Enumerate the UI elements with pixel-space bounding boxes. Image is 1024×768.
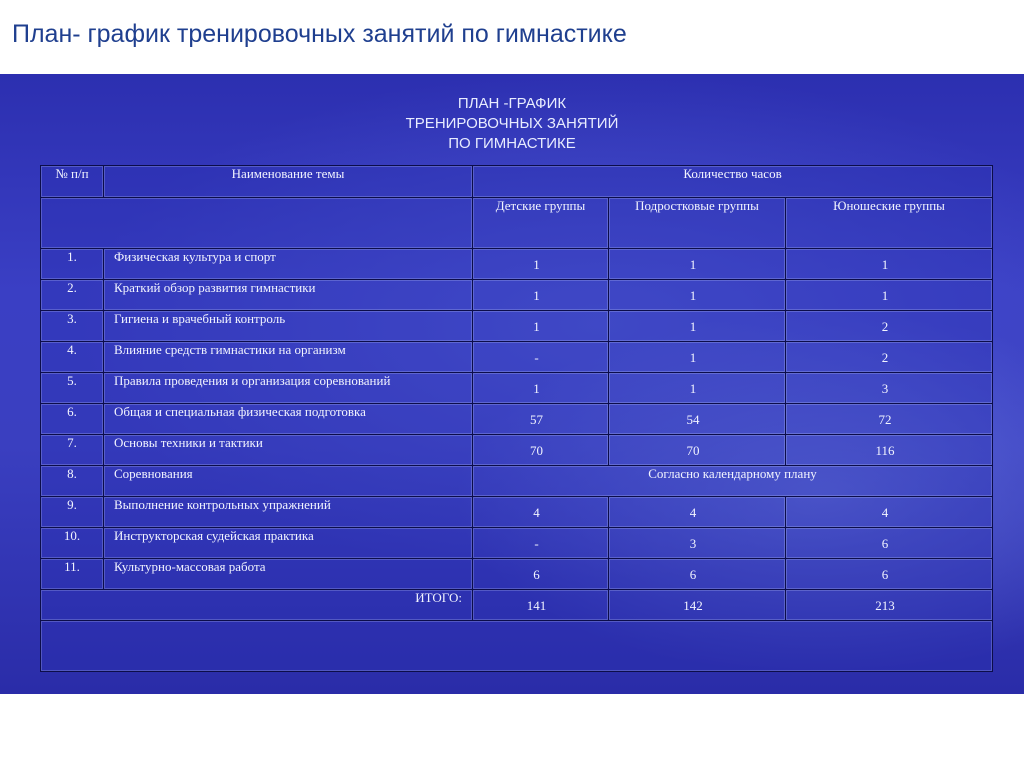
table-row: [41, 466, 993, 497]
row-topic: Основы техники и тактики: [104, 435, 473, 466]
table-row: [41, 311, 993, 342]
header-blank: [41, 198, 473, 249]
row-hours-children: 1: [473, 311, 609, 342]
row-hours-children: 6: [473, 559, 609, 590]
header-group-youth: Юношеские группы: [786, 198, 993, 249]
header-group-children: Детские группы: [473, 198, 609, 249]
row-topic: Краткий обзор развития гимнастики: [104, 280, 473, 311]
totals-label: ИТОГО:: [41, 590, 473, 621]
row-hours-teen: 1: [609, 373, 786, 404]
row-number: 9.: [41, 497, 104, 528]
table-heading-line-1: ПЛАН -ГРАФИК: [457, 95, 567, 112]
total-teen: 142: [609, 590, 786, 621]
row-hours-children: 1: [473, 280, 609, 311]
row-topic: Соревнования: [104, 466, 473, 497]
row-topic: Инструкторская судейская практика: [104, 528, 473, 559]
row-hours-teen: 70: [609, 435, 786, 466]
row-topic: Общая и специальная физическая подготовка: [104, 404, 473, 435]
table-row: [41, 435, 993, 466]
table-heading-line-3: ПО ГИМНАСТИКЕ: [448, 135, 576, 152]
header-num: № п/п: [41, 166, 104, 198]
row-number: 3.: [41, 311, 104, 342]
row-hours-youth: 116: [786, 435, 993, 466]
table-row: [41, 373, 993, 404]
row-topic: Гигиена и врачебный контроль: [104, 311, 473, 342]
table-row: [41, 249, 993, 280]
row-hours-teen: 1: [609, 311, 786, 342]
row-hours-children: 57: [473, 404, 609, 435]
row-number: 10.: [41, 528, 104, 559]
table-row: [41, 342, 993, 373]
empty-cell: [41, 621, 993, 672]
table-heading-line-2: ТРЕНИРОВОЧНЫХ ЗАНЯТИЙ: [405, 115, 619, 132]
group-header-row: [41, 198, 993, 249]
row-hours-youth: 4: [786, 497, 993, 528]
row-hours-teen: 1: [609, 249, 786, 280]
row-hours-teen: 1: [609, 342, 786, 373]
table-row: [41, 559, 993, 590]
total-children: 141: [473, 590, 609, 621]
row-number: 6.: [41, 404, 104, 435]
row-number: 7.: [41, 435, 104, 466]
header-topic: Наименование темы: [104, 166, 473, 198]
total-youth: 213: [786, 590, 993, 621]
row-hours-children: 1: [473, 373, 609, 404]
row-hours-youth: 3: [786, 373, 993, 404]
row-number: 4.: [41, 342, 104, 373]
row-topic: Влияние средств гимнастики на организм: [104, 342, 473, 373]
table-heading: [0, 94, 1024, 154]
row-hours-teen: 6: [609, 559, 786, 590]
row-number: 8.: [41, 466, 104, 497]
row-number: 1.: [41, 249, 104, 280]
header-hours: Количество часов: [473, 166, 993, 198]
row-hours-youth: 2: [786, 342, 993, 373]
training-plan-table: [40, 165, 993, 672]
row-number: 2.: [41, 280, 104, 311]
totals-row: [41, 590, 993, 621]
row-topic: Культурно-массовая работа: [104, 559, 473, 590]
row-hours-youth: 2: [786, 311, 993, 342]
row-hours-youth: 1: [786, 280, 993, 311]
slide-title: План- график тренировочных занятий по гимнастике: [12, 20, 627, 48]
row-hours-youth: 1: [786, 249, 993, 280]
row-number: 5.: [41, 373, 104, 404]
row-hours-youth: 6: [786, 528, 993, 559]
row-hours-youth: 6: [786, 559, 993, 590]
slide-panel: [0, 74, 1024, 694]
table-row: [41, 528, 993, 559]
row-hours-teen: 4: [609, 497, 786, 528]
row-hours-children: 4: [473, 497, 609, 528]
table-row: [41, 404, 993, 435]
row-merged-hours: Согласно календарному плану: [473, 466, 993, 497]
row-topic: Правила проведения и организация соревнований: [104, 373, 473, 404]
row-topic: Выполнение контрольных упражнений: [104, 497, 473, 528]
row-hours-youth: 72: [786, 404, 993, 435]
row-hours-children: -: [473, 342, 609, 373]
row-hours-children: 1: [473, 249, 609, 280]
row-hours-teen: 1: [609, 280, 786, 311]
row-hours-children: -: [473, 528, 609, 559]
row-number: 11.: [41, 559, 104, 590]
header-row: [41, 166, 993, 198]
empty-row: [41, 621, 993, 672]
header-group-teen: Подростковые группы: [609, 198, 786, 249]
row-hours-children: 70: [473, 435, 609, 466]
table-row: [41, 497, 993, 528]
row-topic: Физическая культура и спорт: [104, 249, 473, 280]
row-hours-teen: 54: [609, 404, 786, 435]
table-row: [41, 280, 993, 311]
row-hours-teen: 3: [609, 528, 786, 559]
